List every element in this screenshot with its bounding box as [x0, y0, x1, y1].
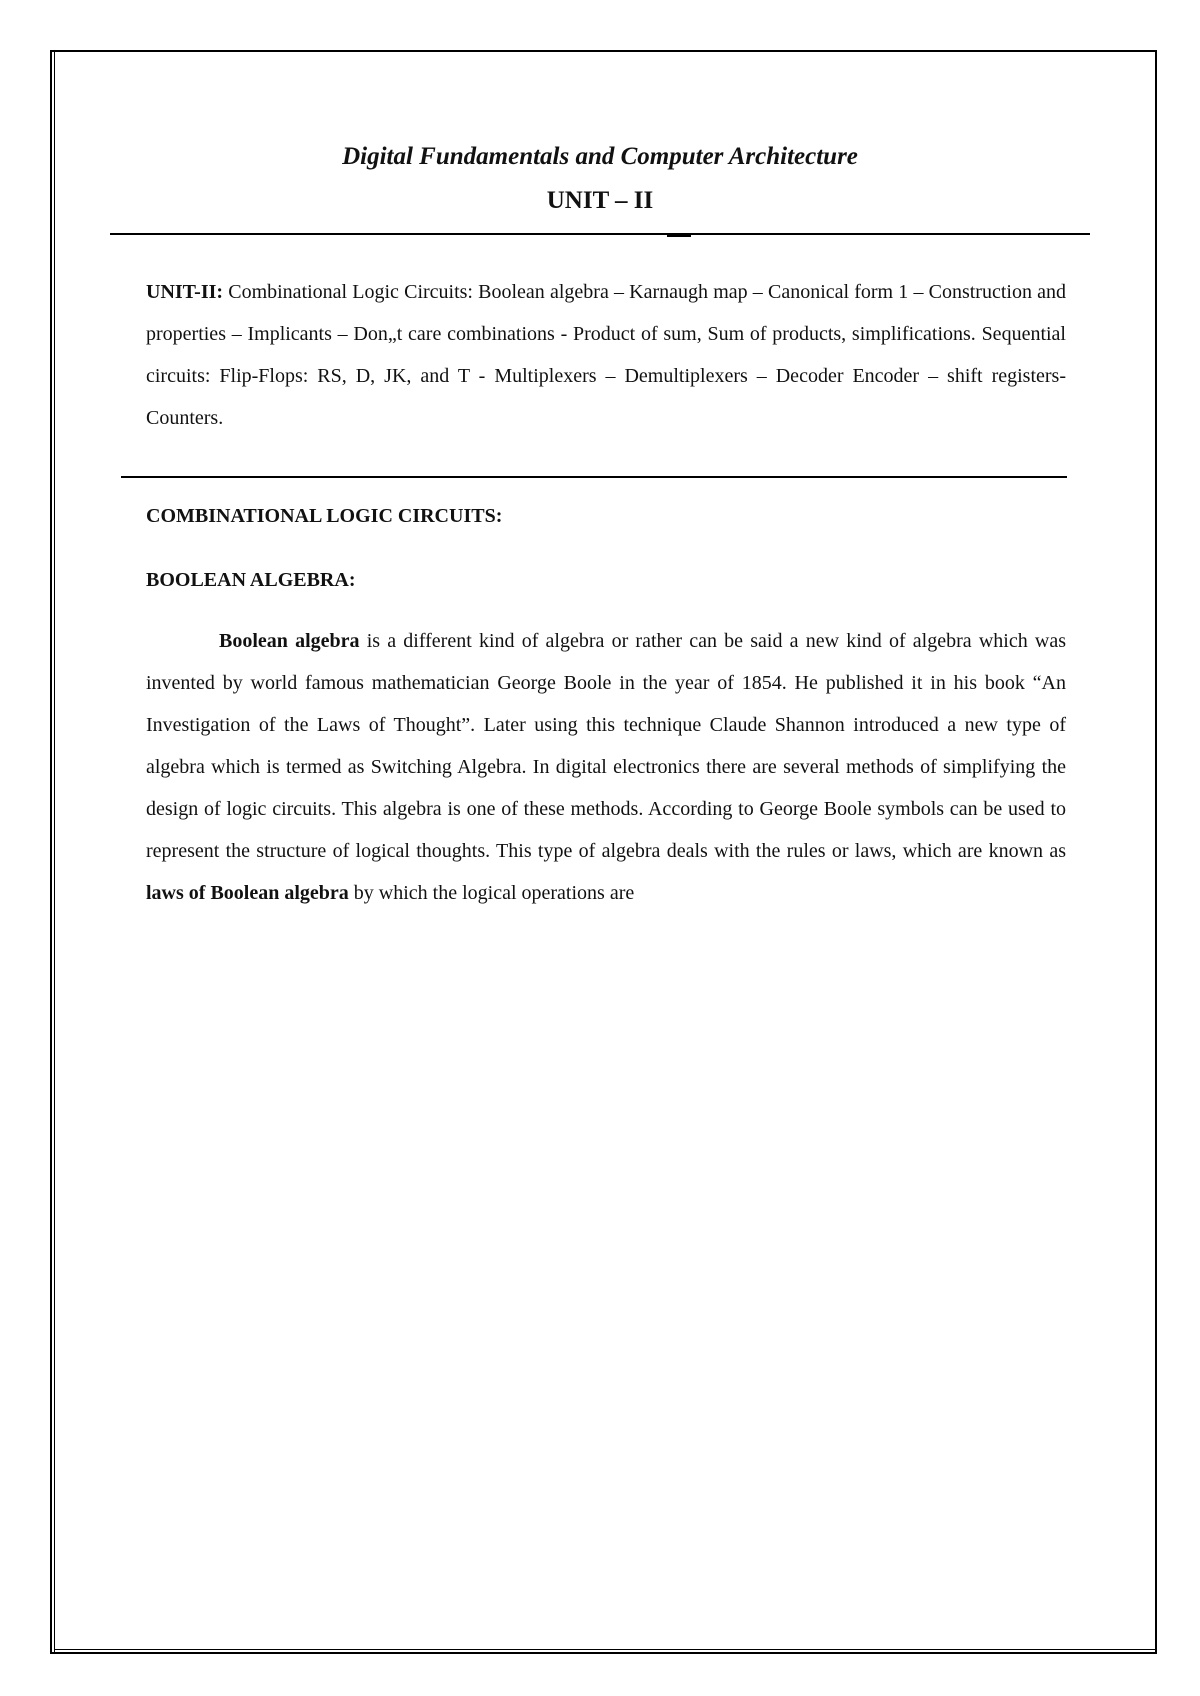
document-title: Digital Fundamentals and Computer Architecture	[342, 143, 858, 170]
term-laws-of-boolean-algebra: laws of Boolean algebra	[146, 882, 349, 904]
page-border-inner-line	[54, 52, 55, 1652]
syllabus-text: Combinational Logic Circuits: Boolean algebra – Karnaugh map – Canonical form 1 – Construction and properties – Implicants – Don„t care combinations - Product of sum, Sum of products, simplifications. Sequential circuits: Flip-Flops: RS, D, JK, and T - Multiplexers – Demultiplexers – Decoder Encoder – shift registers-Counters.	[146, 281, 1066, 429]
subsection-heading: BOOLEAN ALGEBRA:	[146, 569, 356, 591]
section-heading: COMBINATIONAL LOGIC CIRCUITS:	[146, 505, 503, 527]
paragraph-text: is a different kind of algebra or rather can be said a new kind of algebra which was invented by world famous mathematician George Boole in the year of 1854. He published it in his book “An Investigation of the Laws of Thought”. Later using this technique Claude Shannon introduced a new type of algebra which is termed as Switching Algebra. In digital electronics there are several methods of simplifying the design of logic circuits. This algebra is one of these methods. According to George Boole symbols can be used to represent the structure of logical thoughts. This type of algebra deals with the rules or laws, which are known as	[146, 630, 1066, 862]
header-divider	[110, 233, 1090, 235]
term-boolean-algebra: Boolean algebra	[219, 630, 360, 652]
page-border-inner-line	[54, 1649, 1155, 1650]
header-divider-tick	[667, 235, 691, 237]
body-paragraph	[146, 620, 1066, 914]
section-divider	[121, 476, 1067, 478]
syllabus-label: UNIT-II:	[146, 281, 224, 303]
unit-heading: UNIT – II	[546, 187, 654, 214]
syllabus-block	[146, 271, 1066, 439]
paragraph-text-end: by which the logical operations are	[348, 882, 635, 904]
